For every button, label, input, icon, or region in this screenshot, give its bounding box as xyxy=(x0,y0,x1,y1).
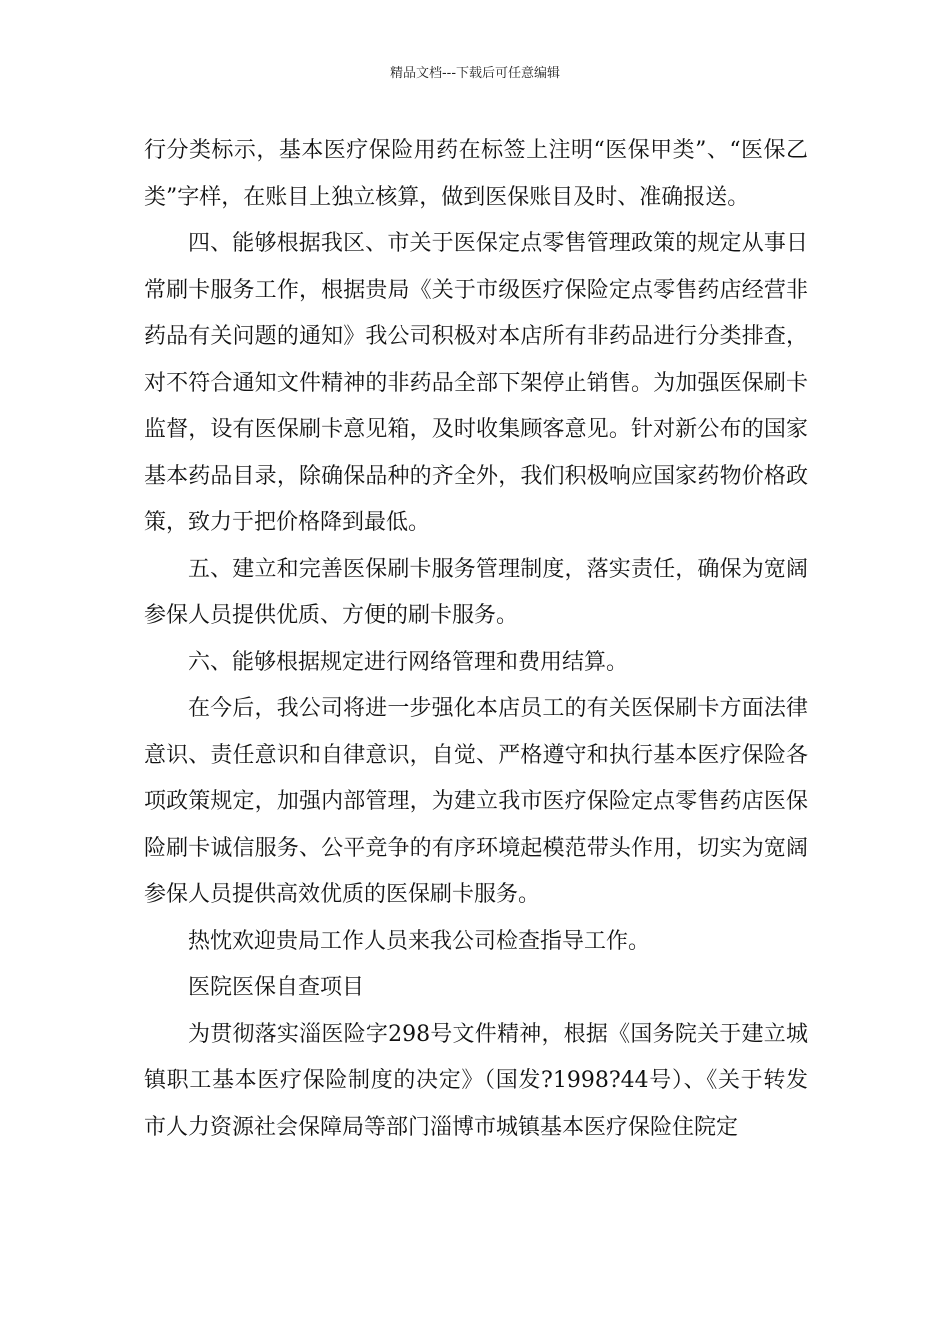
paragraph-item-four: 四、能够根据我区、市关于医保定点零售管理政策的规定从事日常刷卡服务工作，根据贵局《关于市级医疗保险定点零售药店经营非药品有关问题的通知》我公司积极对本店所有非药品进行分类排查，对不符合通知文件精神的非药品全部下架停止销售。为加强医保刷卡监督，设有医保刷卡意见箱，及时收集顾客意见。针对新公布的国家基本药品目录，除确保品种的齐全外，我们积极响应国家药物价格政策，致力于把价格降到最低。 xyxy=(144,231,808,535)
paragraph-item-six: 六、能够根据规定进行网络管理和费用结算。 xyxy=(188,649,629,675)
paragraph-continuation: 行分类标示，基本医疗保险用药在标签上注明“医保甲类”、“医保乙类”字样，在账目上独立核算，做到医保账目及时、准确报送。 xyxy=(144,138,808,210)
paragraph-intro: 为贯彻落实淄医险字298号文件精神，根据《国务院关于建立城镇职工基本医疗保险制度的决定》（国发?1998?44号）、《关于转发市人力资源社会保障局等部门淄博市城镇基本医疗保险住院定 xyxy=(144,1021,808,1140)
document-body xyxy=(144,128,808,1151)
paragraph-item-five: 五、建立和完善医保刷卡服务管理制度，落实责任，确保为宽阔参保人员提供优质、方便的刷卡服务。 xyxy=(144,556,808,628)
section-title: 医院医保自查项目 xyxy=(188,975,365,1000)
paragraph-future-plan: 在今后，我公司将进一步强化本店员工的有关医保刷卡方面法律意识、责任意识和自律意识，自觉、严格遵守和执行基本医疗保险各项政策规定，加强内部管理，为建立我市医疗保险定点零售药店医保险刷卡诚信服务、公平竞争的有序环境起模范带头作用，切实为宽阔参保人员提供高效优质的医保刷卡服务。 xyxy=(144,696,808,907)
paragraph-welcome: 热忱欢迎贵局工作人员来我公司检查指导工作。 xyxy=(188,928,651,954)
page-header: 精品文档---下载后可任意编辑 xyxy=(389,66,561,81)
